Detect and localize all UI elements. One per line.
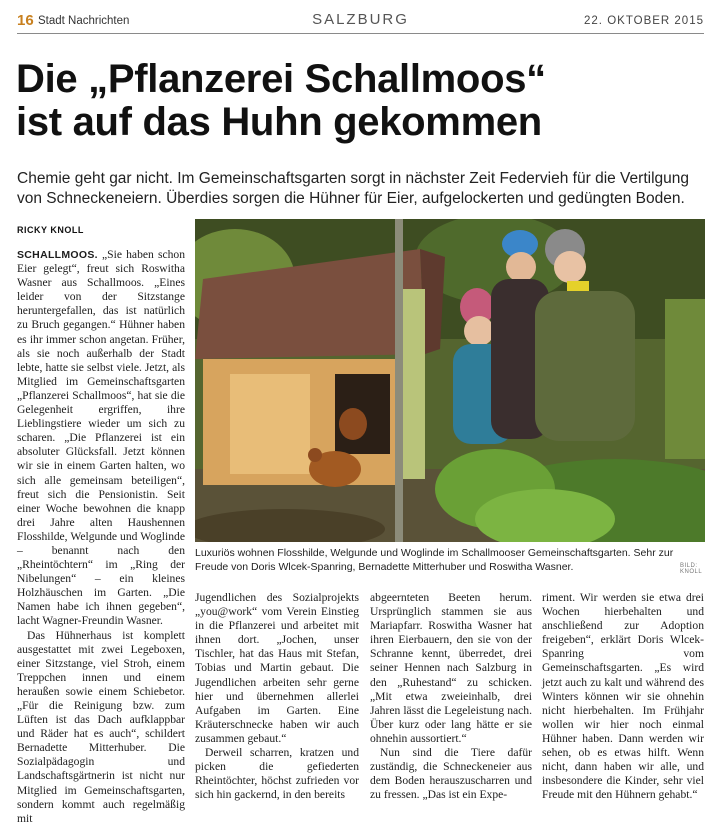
headline-line-2: ist auf das Huhn gekommen bbox=[16, 100, 542, 144]
headline bbox=[16, 58, 706, 144]
col1-paragraph-2: Das Hühnerhaus ist komplett ausgestattet mit zwei Legeboxen, einer Sitzstange, viel Stroh, einem Treppchen innen und einem heraußen sowie einem Schiebetor. „Für die Reinigung bzw. zum Lüften ist das Dach aufklappbar und Räder hat es auch“, schildert Bernadette Mitterhuber. Die Sozialpädagogin und Landschaftsgärtnerin ist nicht nur Mitglied im Gemeinschaftsgarten, sondern kommt auch regelmäßig mit bbox=[17, 628, 185, 825]
col3-paragraph-1: abgeernteten Beeten herum. Ursprünglich stammen sie aus Mariapfarr. Roswitha Wasner hat ihren Eierbauern, den sie von der Schranne kennt, überredet, drei seiner Hennen nach Salzburg in den „Ruhestand“ zu schicken. „Mit etwa zweieinhalb, drei Jahren lässt die Legeleistung nach. Über kurz oder lang hätte er sie ohnehin aussortiert.“ bbox=[370, 591, 532, 745]
dateline-kicker: SCHALLMOOS. bbox=[17, 249, 98, 261]
issue-date: 22. OKTOBER 2015 bbox=[584, 15, 704, 27]
page-header bbox=[0, 0, 721, 40]
col3-paragraph-2: Nun sind die Tiere dafür zuständig, die Schneckeneier aus dem Boden herauszuscharren und zu fressen. „Das ist ein Expe- bbox=[370, 746, 532, 802]
text-column-2 bbox=[195, 591, 359, 802]
col1-paragraph-1: „Sie haben schon Eier gelegt“, freut sich Roswitha Wasner aus Schallmoos. „Eines leider von der Sitzstange heruntergefallen, das ist natürlich zu Bruch gegangen.“ Hühner haben es ihr immer schon angetan. Früher, als sie noch außerhalb der Stadt lebte, hatte sie selbst viele. Jetzt, als Mitglied im Gemeinschaftsgarten „Pflanzerei Schallmoos“, hat sie die Gelegenheit ergriffen, ihre Lieblingstiere wieder um sich zu scharen. „Die Pflanzerei ist ein absoluter Glücksfall. Jetzt können wir sie in einem Garten halten, wo sich alle gemeinsam beteiligen“, freut sich die Pensionistin. Seit einer Woche bewohnen die knapp drei Jahre alten Haushennen Flosshilde, Welgunde und Woglinde – benannt nach den „Rheintöchtern“ im „Ring der Nibelungen“ – ein kleines Holzhäuschen im Garten. „Die Namen habe ich ihnen gegeben“, lacht Wagner-Freundin Wasner. bbox=[17, 248, 185, 628]
lead-paragraph: Chemie geht gar nicht. Im Gemeinschaftsgarten sorgt in nächster Zeit Federvieh für die Vertilgung von Schneckeneiern. Überdies sorgen die Hühner für Eier, aufgelockerten und gedüngten Boden. bbox=[17, 170, 690, 207]
region-title: SALZBURG bbox=[312, 11, 409, 28]
section-name: Stadt Nachrichten bbox=[38, 15, 130, 27]
col2-paragraph-1: Jugendlichen des Sozialprojekts „you@work“ vom Verein Einstieg in die Pflanzerei und arbeitet mit ihnen dort. „Jochen, unser Tischler, hat das Haus mit Stefan, Tobias und Martin gebaut. Die Jugendlichen arbeiten sehr gerne hier und übernehmen allerlei Aufgaben im Garten. Eine Kräuterschnecke haben wir auch zusammen gebaut.“ bbox=[195, 591, 359, 745]
author-byline: RICKY KNOLL bbox=[17, 225, 84, 235]
headline-line-1: Die „Pflanzerei Schallmoos“ bbox=[16, 57, 546, 101]
page-number: 16 bbox=[17, 12, 34, 29]
text-column-1 bbox=[17, 248, 185, 826]
text-column-3 bbox=[370, 591, 532, 802]
header-rule bbox=[17, 33, 704, 34]
article-photo bbox=[195, 219, 705, 542]
col2-paragraph-2: Derweil scharren, kratzen und picken die gefiederten Rheintöchter, höchst zufrieden vor sich hin gackernd, in den bereits bbox=[195, 746, 359, 802]
text-column-4 bbox=[542, 591, 704, 802]
photo-caption: Luxuriös wohnen Flosshilde, Welgunde und Woglinde im Schallmooser Gemeinschaftsgarten. Sehr zur Freude von Doris Wlcek-Spanring, Bernadette Mitterhuber und Roswitha Wasner. bbox=[195, 547, 674, 573]
photo-credit: BILD: KNOLL bbox=[680, 563, 703, 575]
col4-paragraph-1: riment. Wir werden sie etwa drei Wochen hierbehalten und anschließend zur Adoption freigeben“, erklärt Doris Wlcek-Spanring vom Gemeinschaftsgarten. „Es wird jetzt auch zu kalt und während des Winters können wir sie ohnehin nicht hierbehalten. Im Frühjahr wollen wir hier noch einmal Hühner haben. Dann werden wir sehen, ob es etwas hilft. Wenn nicht, dann haben wir alle, und insbesondere die Kinder, sehr viel Freude mit den Hühnern gehabt.“ bbox=[542, 591, 704, 802]
